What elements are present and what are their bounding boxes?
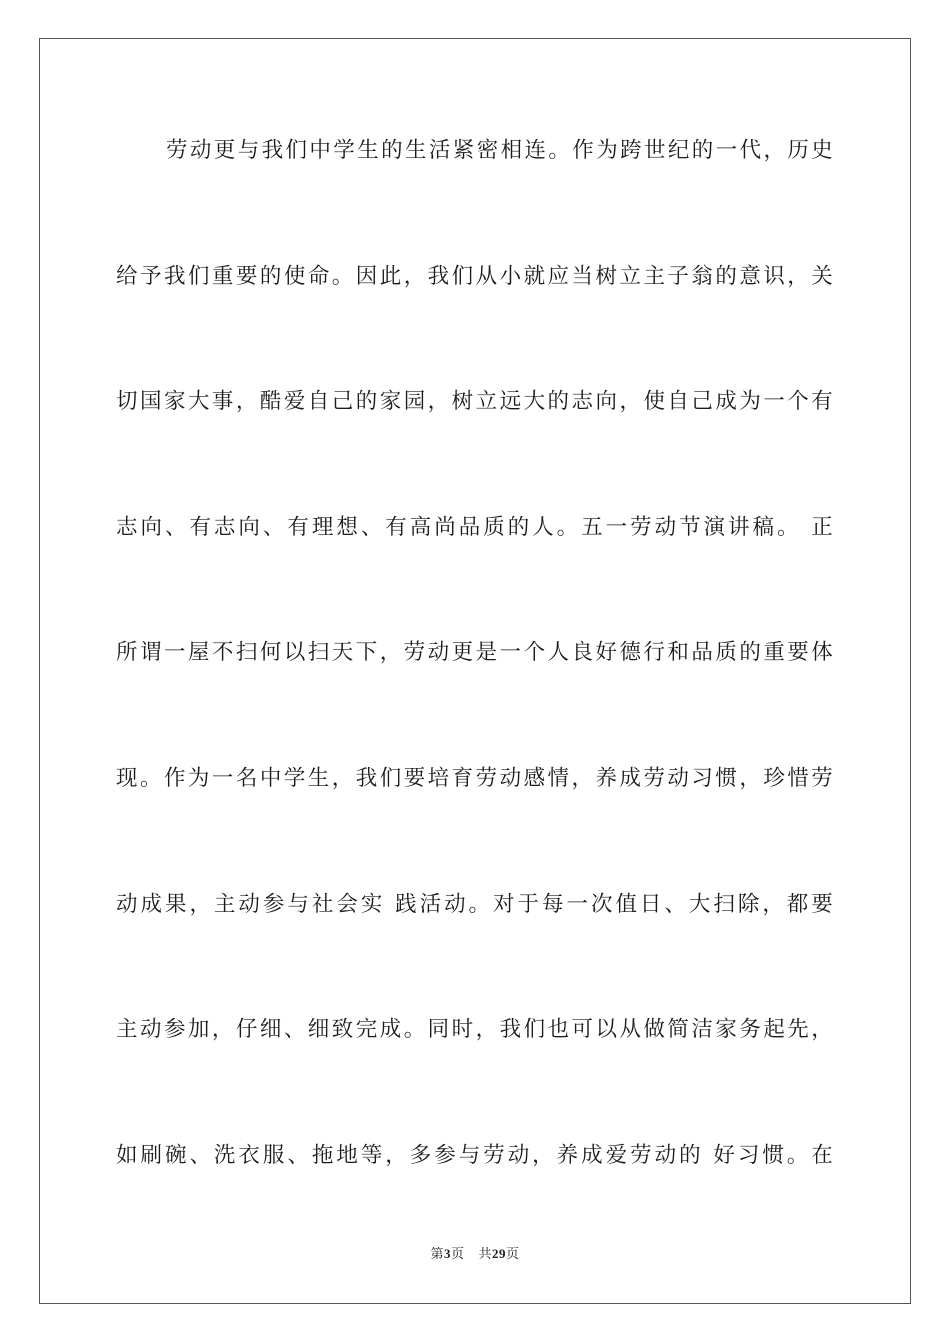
paragraph-line-5: 所谓一屋不扫何以扫天下，劳动更是一个人良好德行和品质的重要体 [116,640,834,666]
page-footer [0,1243,950,1262]
page-suffix: 页 [450,1247,465,1262]
total-prefix: 共 [478,1247,493,1262]
page-prefix: 第 [430,1247,444,1262]
current-page-number: 3 [443,1246,451,1261]
paragraph-line-6: 现。作为一名中学生，我们要培育劳动感情，养成劳动习惯，珍惜劳 [116,765,834,791]
paragraph-line-8: 主动参加，仔细、细致完成。同时，我们也可以从做简洁家务起先， [116,1017,834,1043]
paragraph-line-4: 志向、有志向、有理想、有高尚品质的人。五一劳动节演讲稿。 正 [116,514,834,540]
paragraph-line-1: 劳动更与我们中学生的生活紧密相连。作为跨世纪的一代，历史 [166,138,834,163]
paragraph-line-7: 动成果，主动参与社会实 践活动。对于每一次值日、大扫除，都要 [116,891,834,917]
document-body [116,128,834,1258]
paragraph-line-2: 给予我们重要的使命。因此，我们从小就应当树立主子翁的意识，关 [116,263,834,289]
paragraph-line-3: 切国家大事，酷爱自己的家园，树立远大的志向，使自己成为一个有 [116,389,834,415]
total-suffix: 页 [506,1247,520,1262]
paragraph-line-9: 如刷碗、洗衣服、拖地等，多参与劳动，养成爱劳动的 好习惯。在 [116,1142,834,1168]
total-pages-number: 29 [492,1246,507,1261]
